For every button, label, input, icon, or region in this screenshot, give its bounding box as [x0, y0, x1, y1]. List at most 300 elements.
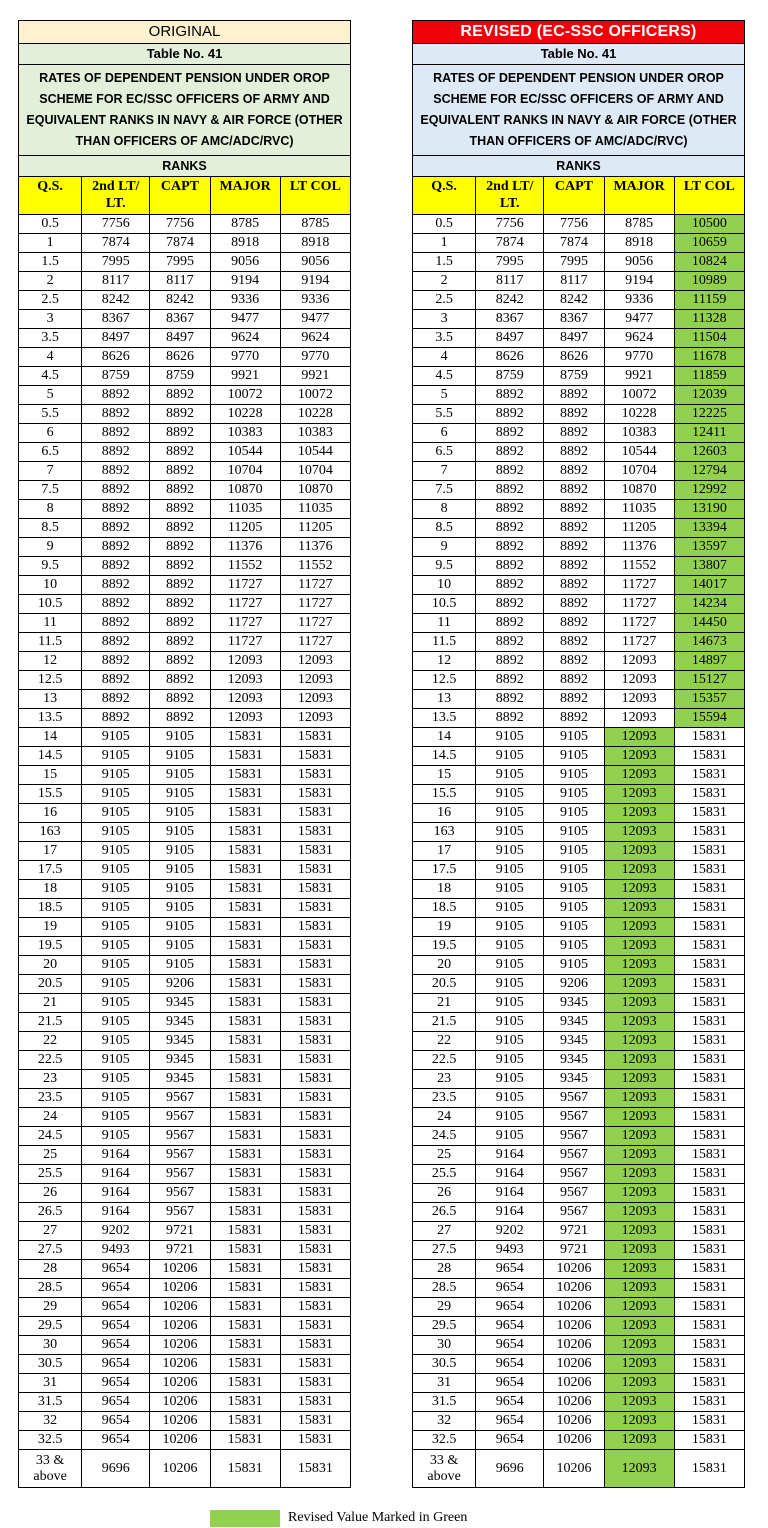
original-table-cell: 9721: [150, 1241, 210, 1260]
original-table-cell: 19: [19, 918, 82, 937]
revised-table-cell: 12093: [604, 1317, 674, 1336]
revised-table-row: [413, 1374, 745, 1393]
revised-table-cell: 12093: [604, 1241, 674, 1260]
original-table-cell: 15831: [280, 1374, 350, 1393]
original-table-cell: 9105: [82, 823, 150, 842]
original-table-cell: 15831: [280, 1241, 350, 1260]
original-table-cell: 8892: [150, 500, 210, 519]
original-table-row: [19, 557, 351, 576]
revised-table-cell: 8892: [476, 709, 544, 728]
revised-table-cell: 15: [413, 766, 476, 785]
original-table-cell: 8242: [82, 291, 150, 310]
original-table-cell: 9105: [82, 861, 150, 880]
revised-table-row: [413, 899, 745, 918]
revised-table-cell: 12093: [604, 899, 674, 918]
original-table-cell: 15831: [280, 937, 350, 956]
revised-table-cell: 7874: [476, 234, 544, 253]
original-table-cell: 15831: [280, 1222, 350, 1241]
original-table-cell: 9654: [82, 1393, 150, 1412]
original-table-row: [19, 291, 351, 310]
original-table-cell: 15831: [280, 1260, 350, 1279]
original-table-cell: 15831: [210, 1317, 280, 1336]
original-table-cell: 11727: [280, 633, 350, 652]
revised-table-cell: 10870: [604, 481, 674, 500]
revised-table-cell: 9105: [476, 1032, 544, 1051]
original-table-cell: 9105: [150, 728, 210, 747]
revised-table-cell: 7995: [476, 253, 544, 272]
revised-table-cell: 19: [413, 918, 476, 937]
original-table-cell: 29: [19, 1298, 82, 1317]
revised-table-cell: 13: [413, 690, 476, 709]
original-table-cell: 4: [19, 348, 82, 367]
original-table-row: [19, 576, 351, 595]
revised-table-row: [413, 823, 745, 842]
original-table-cell: 15831: [210, 766, 280, 785]
revised-table-cell: 8892: [544, 557, 604, 576]
revised-table-cell: 21.5: [413, 1013, 476, 1032]
original-table-cell: 22.5: [19, 1051, 82, 1070]
revised-table-cell: 9345: [544, 1032, 604, 1051]
revised-table-cell: 8626: [544, 348, 604, 367]
original-table-row: [19, 690, 351, 709]
revised-table-cell: 8892: [476, 405, 544, 424]
original-table-cell: 8892: [82, 481, 150, 500]
revised-table-cell: 9105: [544, 766, 604, 785]
original-table-cell: 3: [19, 310, 82, 329]
original-table-cell: 12093: [280, 652, 350, 671]
revised-table-cell: 6.5: [413, 443, 476, 462]
original-table-cell: 11727: [210, 595, 280, 614]
revised-table-cell: 10500: [674, 215, 744, 234]
original-table-cell: 22: [19, 1032, 82, 1051]
original-table-cell: 12.5: [19, 671, 82, 690]
revised-table-cell: 8.5: [413, 519, 476, 538]
revised-table-description: RATES OF DEPENDENT PENSION UNDER OROP SCHEME FOR EC/SSC OFFICERS OF ARMY AND EQUIVALENT RANKS IN NAVY & AIR FORCE (OTHER THAN OFFICERS OF AMC/ADC/RVC): [413, 65, 745, 156]
original-table-cell: 9: [19, 538, 82, 557]
original-table-cell: 25: [19, 1146, 82, 1165]
revised-table-cell: 10206: [544, 1260, 604, 1279]
original-table-cell: 15831: [210, 1336, 280, 1355]
original-table-row: [19, 1412, 351, 1431]
revised-table-cell: 28: [413, 1260, 476, 1279]
original-table-cell: 11376: [280, 538, 350, 557]
original-table-cell: 8785: [280, 215, 350, 234]
original-table-cell: 15.5: [19, 785, 82, 804]
original-table-row: [19, 747, 351, 766]
revised-table-cell: 9105: [544, 918, 604, 937]
revised-table-cell: 15831: [674, 956, 744, 975]
original-table-cell: 11035: [280, 500, 350, 519]
revised-table-cell: 8892: [544, 652, 604, 671]
revised-col-header-qs: Q.S.: [413, 177, 476, 215]
revised-table-cell: 3: [413, 310, 476, 329]
original-ranks-label: RANKS: [19, 156, 351, 177]
original-table-cell: 8892: [82, 633, 150, 652]
revised-table-cell: 12093: [604, 1374, 674, 1393]
revised-table-cell: 12093: [604, 1298, 674, 1317]
original-table-cell: 15831: [280, 1298, 350, 1317]
original-table-row: [19, 1336, 351, 1355]
original-table-cell: 9567: [150, 1203, 210, 1222]
original-table-cell: 8892: [82, 671, 150, 690]
revised-table-cell: 8892: [476, 652, 544, 671]
original-table-cell: 8892: [150, 576, 210, 595]
original-table-cell: 9567: [150, 1089, 210, 1108]
revised-table-cell: 15831: [674, 1222, 744, 1241]
revised-table-cell: 8892: [476, 500, 544, 519]
original-table-cell: 8892: [150, 557, 210, 576]
revised-table-row: [413, 348, 745, 367]
original-table-cell: 11.5: [19, 633, 82, 652]
revised-table-cell: 9105: [476, 880, 544, 899]
revised-table-cell: 8785: [604, 215, 674, 234]
revised-table-cell: 12093: [604, 690, 674, 709]
revised-table-cell: 9477: [604, 310, 674, 329]
original-table-cell: 3.5: [19, 329, 82, 348]
revised-table-cell: 15.5: [413, 785, 476, 804]
original-col-header-capt: CAPT: [150, 177, 210, 215]
revised-table-cell: 13394: [674, 519, 744, 538]
original-table-cell: 8117: [150, 272, 210, 291]
revised-table-cell: 26.5: [413, 1203, 476, 1222]
original-table-cell: 11376: [210, 538, 280, 557]
original-table-cell: 10206: [150, 1450, 210, 1488]
original-table-cell: 15831: [210, 785, 280, 804]
revised-table-row: [413, 747, 745, 766]
revised-table-cell: 9105: [544, 747, 604, 766]
revised-table-cell: 8892: [544, 538, 604, 557]
original-table-cell: 15831: [280, 1317, 350, 1336]
revised-table-cell: 9105: [544, 899, 604, 918]
original-table-cell: 8892: [150, 671, 210, 690]
revised-table-cell: 8892: [476, 386, 544, 405]
original-table-row: [19, 1222, 351, 1241]
revised-table-cell: 32: [413, 1412, 476, 1431]
revised-table-row: [413, 576, 745, 595]
revised-table-cell: 8892: [476, 462, 544, 481]
original-table-cell: 9164: [82, 1203, 150, 1222]
original-table-cell: 8892: [82, 557, 150, 576]
revised-table-row: [413, 481, 745, 500]
original-table-cell: 9105: [82, 994, 150, 1013]
original-table-cell: 9345: [150, 1032, 210, 1051]
revised-table-cell: 29.5: [413, 1317, 476, 1336]
revised-table-row: [413, 329, 745, 348]
revised-table-row: [413, 1298, 745, 1317]
revised-table-cell: 8892: [476, 481, 544, 500]
revised-table-row: [413, 804, 745, 823]
original-table-cell: 9567: [150, 1184, 210, 1203]
original-table-cell: 10206: [150, 1260, 210, 1279]
revised-table-cell: 8892: [544, 462, 604, 481]
original-table-cell: 8.5: [19, 519, 82, 538]
original-table-cell: 14.5: [19, 747, 82, 766]
original-table-cell: 9164: [82, 1184, 150, 1203]
original-table-cell: 15831: [210, 1184, 280, 1203]
revised-table-cell: 7756: [544, 215, 604, 234]
revised-table-row: [413, 386, 745, 405]
original-table-cell: 32.5: [19, 1431, 82, 1450]
original-table-cell: 15: [19, 766, 82, 785]
original-table-cell: 9345: [150, 994, 210, 1013]
original-table-cell: 8892: [82, 405, 150, 424]
revised-table-cell: 15831: [674, 1298, 744, 1317]
original-table-row: [19, 367, 351, 386]
revised-table-cell: 25: [413, 1146, 476, 1165]
revised-table-row: [413, 234, 745, 253]
revised-table-cell: 15831: [674, 918, 744, 937]
revised-table-cell: 10206: [544, 1450, 604, 1488]
revised-table-cell: 15831: [674, 804, 744, 823]
original-table-cell: 10072: [280, 386, 350, 405]
original-table-cell: 15831: [210, 1203, 280, 1222]
revised-col-header-2nd-lt: 2nd LT/ LT.: [476, 177, 544, 215]
original-table-row: [19, 519, 351, 538]
original-table-cell: 9624: [210, 329, 280, 348]
revised-table-cell: 8892: [476, 519, 544, 538]
revised-table-cell: 9654: [476, 1393, 544, 1412]
revised-table-cell: 12093: [604, 918, 674, 937]
original-table-cell: 8892: [150, 633, 210, 652]
original-table-row: [19, 975, 351, 994]
original-table-cell: 27: [19, 1222, 82, 1241]
revised-table-cell: 8892: [544, 709, 604, 728]
revised-table-cell: 12093: [604, 1165, 674, 1184]
legend-text: Revised Value Marked in Green: [288, 1510, 468, 1525]
original-table-cell: 11205: [280, 519, 350, 538]
original-table-cell: 19.5: [19, 937, 82, 956]
original-table-row: [19, 766, 351, 785]
revised-table-cell: 12093: [604, 1184, 674, 1203]
original-table-row: [19, 842, 351, 861]
original-table-row: [19, 880, 351, 899]
original-table-cell: 33 & above: [19, 1450, 82, 1488]
revised-table-cell: 10.5: [413, 595, 476, 614]
revised-table-cell: 9696: [476, 1450, 544, 1488]
revised-table-row: [413, 1241, 745, 1260]
original-table-cell: 9105: [82, 766, 150, 785]
revised-table-cell: 12093: [604, 785, 674, 804]
original-table-cell: 15831: [280, 1412, 350, 1431]
original-table-row: [19, 1108, 351, 1127]
original-table-row: [19, 348, 351, 367]
legend-green-swatch: [210, 1510, 280, 1527]
revised-table-cell: 12093: [604, 1431, 674, 1450]
original-table-row: [19, 1241, 351, 1260]
original-table-cell: 8892: [82, 462, 150, 481]
original-table-cell: 15831: [280, 1089, 350, 1108]
revised-table-cell: 12992: [674, 481, 744, 500]
revised-table-cell: 9: [413, 538, 476, 557]
revised-table-cell: 9654: [476, 1374, 544, 1393]
original-table-cell: 9105: [150, 918, 210, 937]
revised-table-cell: 15831: [674, 1374, 744, 1393]
revised-table-cell: 15831: [674, 899, 744, 918]
original-table-cell: 9105: [82, 804, 150, 823]
original-table-cell: 12: [19, 652, 82, 671]
original-table-cell: 15831: [210, 861, 280, 880]
original-table-cell: 15831: [210, 994, 280, 1013]
revised-table-cell: 13190: [674, 500, 744, 519]
original-table-cell: 9.5: [19, 557, 82, 576]
revised-table-cell: 12225: [674, 405, 744, 424]
revised-table-cell: 15357: [674, 690, 744, 709]
revised-table-cell: 15831: [674, 728, 744, 747]
original-table-cell: 9567: [150, 1146, 210, 1165]
original-table-cell: 9654: [82, 1431, 150, 1450]
revised-table-row: [413, 1127, 745, 1146]
revised-table-cell: 17.5: [413, 861, 476, 880]
original-table-cell: 8892: [82, 614, 150, 633]
revised-table-cell: 11328: [674, 310, 744, 329]
original-table-cell: 8892: [150, 652, 210, 671]
original-table-cell: 28.5: [19, 1279, 82, 1298]
original-table-cell: 15831: [280, 918, 350, 937]
original-table-cell: 9105: [82, 1032, 150, 1051]
original-table-row: [19, 1089, 351, 1108]
original-table-cell: 12093: [210, 690, 280, 709]
original-table-cell: 15831: [280, 880, 350, 899]
original-table-row: [19, 1051, 351, 1070]
revised-table-row: [413, 405, 745, 424]
original-table-cell: 13: [19, 690, 82, 709]
revised-table-cell: 10206: [544, 1374, 604, 1393]
revised-table-cell: 33 & above: [413, 1450, 476, 1488]
revised-table-cell: 12093: [604, 709, 674, 728]
original-table-cell: 10544: [210, 443, 280, 462]
original-table-cell: 15831: [280, 804, 350, 823]
revised-table-cell: 8497: [544, 329, 604, 348]
original-table-cell: 9105: [82, 1013, 150, 1032]
revised-table-cell: 12093: [604, 994, 674, 1013]
original-table-cell: 9105: [82, 842, 150, 861]
original-col-header-2nd-lt: 2nd LT/ LT.: [82, 177, 150, 215]
revised-table-row: [413, 1184, 745, 1203]
revised-table-cell: 9493: [476, 1241, 544, 1260]
revised-table-cell: 10206: [544, 1431, 604, 1450]
revised-table-cell: 11504: [674, 329, 744, 348]
revised-table-cell: 15831: [674, 785, 744, 804]
original-table-row: [19, 1450, 351, 1488]
revised-table-cell: 15831: [674, 1051, 744, 1070]
original-table-cell: 9345: [150, 1051, 210, 1070]
original-table-cell: 9105: [150, 880, 210, 899]
original-table-cell: 24.5: [19, 1127, 82, 1146]
original-table-cell: 8892: [150, 690, 210, 709]
revised-table-row: [413, 994, 745, 1013]
original-table-cell: 15831: [210, 823, 280, 842]
original-table-cell: 9164: [82, 1146, 150, 1165]
revised-table-cell: 32.5: [413, 1431, 476, 1450]
revised-table-cell: 15831: [674, 1070, 744, 1089]
revised-table-row: [413, 519, 745, 538]
original-table-cell: 9105: [150, 747, 210, 766]
original-table-row: [19, 424, 351, 443]
revised-table-cell: 8892: [544, 500, 604, 519]
revised-table-row: [413, 956, 745, 975]
original-table-row: [19, 1203, 351, 1222]
original-table-cell: 9105: [150, 785, 210, 804]
original-table-row: [19, 310, 351, 329]
revised-table-cell: 15594: [674, 709, 744, 728]
original-table-cell: 15831: [280, 956, 350, 975]
revised-table-row: [413, 671, 745, 690]
original-table-cell: 15831: [210, 1146, 280, 1165]
original-table-cell: 8892: [150, 614, 210, 633]
original-table-row: [19, 500, 351, 519]
revised-table-cell: 14: [413, 728, 476, 747]
revised-table-cell: 11205: [604, 519, 674, 538]
original-table-cell: 18.5: [19, 899, 82, 918]
original-table-cell: 17: [19, 842, 82, 861]
original-table-cell: 31.5: [19, 1393, 82, 1412]
original-table-cell: 10228: [280, 405, 350, 424]
revised-table-row: [413, 1279, 745, 1298]
original-table-cell: 15831: [280, 975, 350, 994]
revised-table-cell: 8367: [544, 310, 604, 329]
original-status-label: ORIGINAL: [19, 21, 351, 44]
original-table-cell: 9654: [82, 1298, 150, 1317]
original-table-cell: 15831: [210, 1127, 280, 1146]
original-table-cell: 0.5: [19, 215, 82, 234]
revised-status-label: REVISED (EC-SSC OFFICERS): [413, 21, 745, 44]
revised-table-cell: 8367: [476, 310, 544, 329]
original-table-row: [19, 899, 351, 918]
revised-table-cell: 9345: [544, 1013, 604, 1032]
revised-table-cell: 9164: [476, 1203, 544, 1222]
revised-table-cell: 8892: [544, 690, 604, 709]
revised-table-number: Table No. 41: [413, 44, 745, 65]
original-table-cell: 18: [19, 880, 82, 899]
original-table-cell: 8892: [82, 709, 150, 728]
original-table-cell: 23.5: [19, 1089, 82, 1108]
revised-table-cell: 9721: [544, 1241, 604, 1260]
original-table-cell: 15831: [210, 747, 280, 766]
revised-table-cell: 7995: [544, 253, 604, 272]
original-table-cell: 15831: [280, 1013, 350, 1032]
revised-table-cell: 31: [413, 1374, 476, 1393]
revised-table-cell: 1: [413, 234, 476, 253]
revised-table-cell: 9921: [604, 367, 674, 386]
original-table-cell: 9105: [82, 1051, 150, 1070]
revised-table-cell: 10989: [674, 272, 744, 291]
revised-table: [412, 20, 745, 1488]
original-table-cell: 9654: [82, 1355, 150, 1374]
original-table-cell: 12093: [280, 690, 350, 709]
original-table-cell: 9654: [82, 1279, 150, 1298]
revised-table-cell: 31.5: [413, 1393, 476, 1412]
revised-table-cell: 9105: [476, 1089, 544, 1108]
revised-table-cell: 9202: [476, 1222, 544, 1241]
revised-ranks-label: RANKS: [413, 156, 745, 177]
revised-table-cell: 9567: [544, 1108, 604, 1127]
revised-table-row: [413, 1450, 745, 1488]
revised-table-cell: 12093: [604, 1450, 674, 1488]
revised-table-cell: 14897: [674, 652, 744, 671]
revised-table-cell: 20: [413, 956, 476, 975]
revised-table-cell: 26: [413, 1184, 476, 1203]
revised-table-cell: 9654: [476, 1260, 544, 1279]
revised-table-cell: 8892: [476, 443, 544, 462]
original-table-cell: 8892: [82, 652, 150, 671]
original-table-cell: 7995: [150, 253, 210, 272]
revised-table-cell: 8759: [544, 367, 604, 386]
original-table-cell: 9105: [82, 918, 150, 937]
revised-table-row: [413, 1051, 745, 1070]
original-table-cell: 21.5: [19, 1013, 82, 1032]
original-table-cell: 8892: [82, 595, 150, 614]
revised-table-cell: 12093: [604, 1336, 674, 1355]
